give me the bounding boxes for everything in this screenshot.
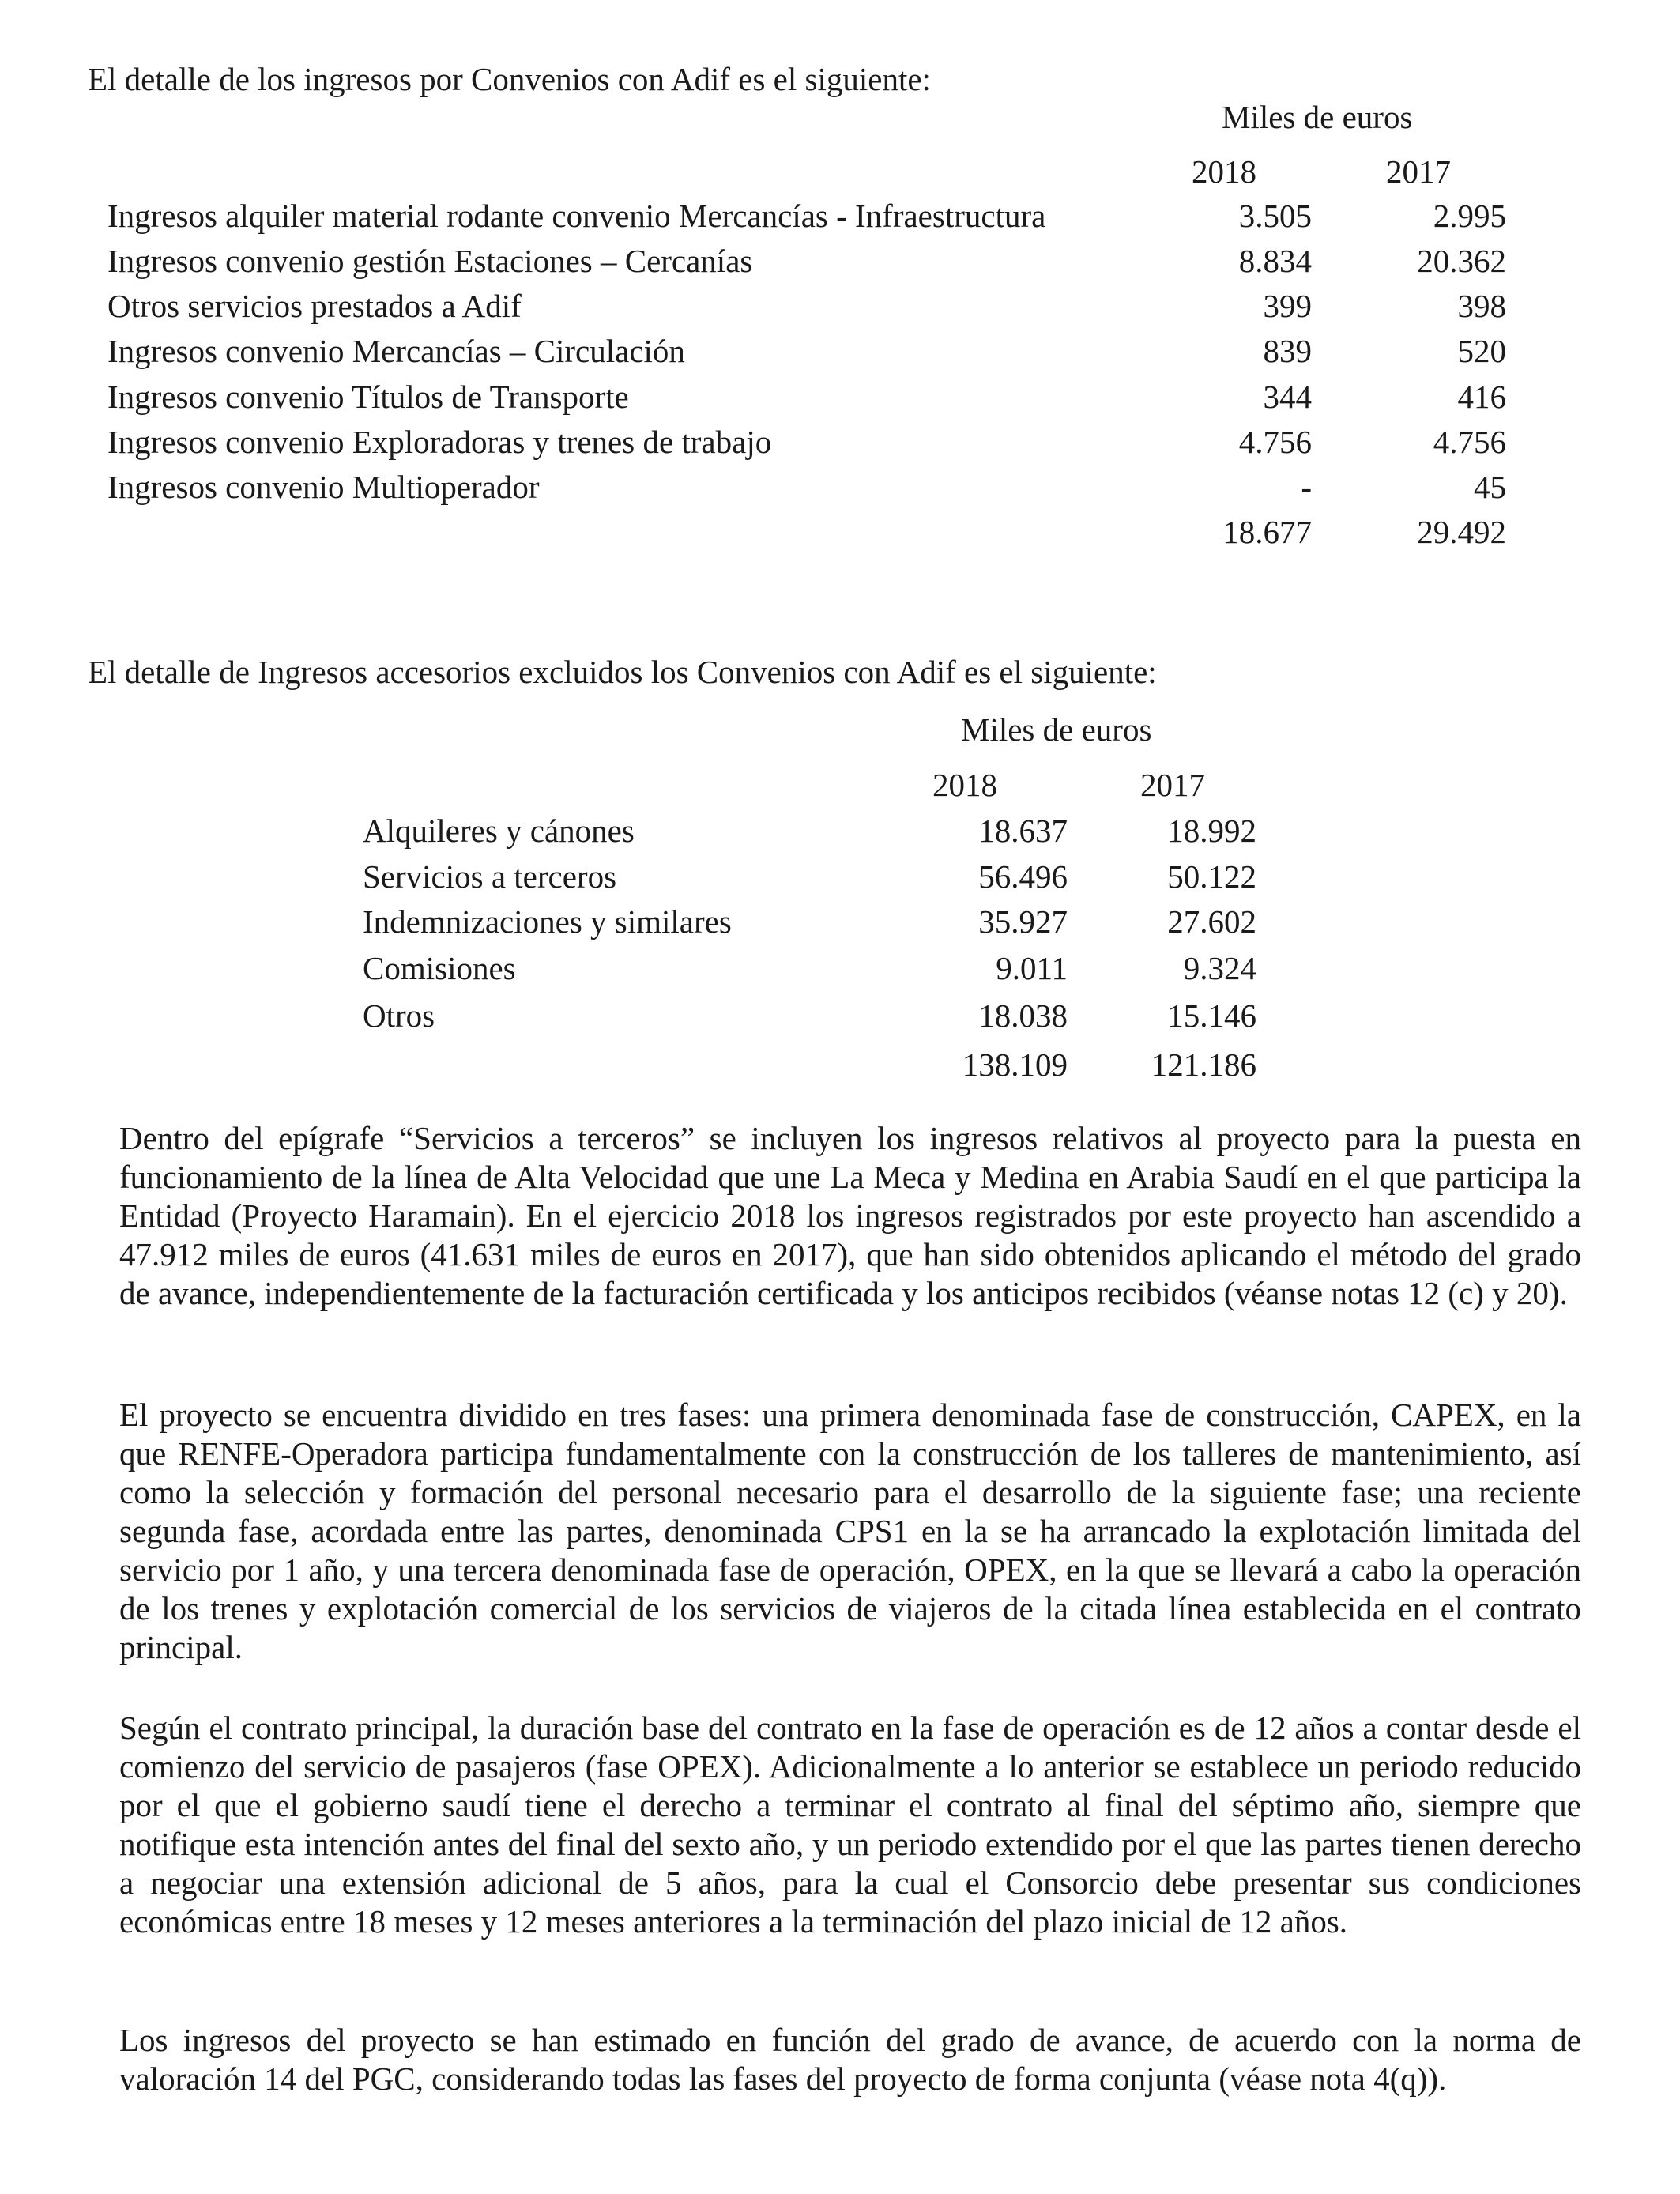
value-2018: 56.496 xyxy=(978,858,1068,895)
row-label: Ingresos alquiler material rodante convenio Mercancías - Infraestructura xyxy=(107,198,1046,234)
row-label: Servicios a terceros xyxy=(363,858,617,895)
row-label: Ingresos convenio Multioperador xyxy=(107,469,540,505)
value-2018: 8.834 xyxy=(1238,243,1312,279)
value-2018: - xyxy=(1301,469,1312,505)
value-2018: 4.756 xyxy=(1238,424,1312,460)
value-2018: 9.011 xyxy=(996,950,1068,986)
row-label: Alquileres y cánones xyxy=(363,812,635,849)
total-2017: 121.186 xyxy=(1151,1046,1256,1083)
table1-unit-header: Miles de euros xyxy=(1222,99,1413,135)
value-2018: 839 xyxy=(1263,333,1312,369)
value-2017: 398 xyxy=(1457,288,1506,324)
value-2017: 50.122 xyxy=(1167,858,1256,895)
table1-year-2017: 2017 xyxy=(1386,153,1451,190)
paragraph-haramain: Dentro del epígrafe “Servicios a terceros” se incluyen los ingresos relativos al proyecto para la puesta en funcionamiento de la línea de Alta Velocidad que une La Meca y Medina en Arabia Saudí en el que participa la Entidad (Proyecto Haramain). En el ejercicio 2018 los ingresos registrados por este proyecto han ascendido a 47.912 miles de euros (41.631 miles de euros en 2017), que han sido obtenidos aplicando el método del grado de avance, independientemente de la facturación certificada y los anticipos recibidos (véanse notas 12 (c) y 20). xyxy=(119,1120,1581,1311)
table2-year-2018: 2018 xyxy=(932,767,997,803)
paragraph-contract-duration: Según el contrato principal, la duración base del contrato en la fase de operación es de 12 años a contar desde el comienzo del servicio de pasajeros (fase OPEX). Adicionalmente a lo anterior se establece un periodo reducido por el que el gobierno saudí tiene el derecho a terminar el contrato al final del séptimo año, siempre que notifique esta intención antes del final del sexto año, y un periodo extendido por el que las partes tienen derecho a negociar una extensión adicional de 5 años, para la cual el Consorcio debe presentar sus condiciones económicas entre 18 meses y 12 meses anteriores a la terminación del plazo inicial de 12 años. xyxy=(119,1710,1581,1940)
table2-intro: El detalle de Ingresos accesorios excluidos los Convenios con Adif es el siguiente: xyxy=(88,654,1157,690)
value-2017: 45 xyxy=(1474,469,1506,505)
total-2017: 29.492 xyxy=(1417,514,1506,550)
value-2017: 520 xyxy=(1457,333,1506,369)
value-2017: 18.992 xyxy=(1167,812,1256,849)
value-2017: 9.324 xyxy=(1183,950,1256,986)
row-label: Ingresos convenio Exploradoras y trenes de trabajo xyxy=(107,424,772,460)
paragraph-revenue-estimation: Los ingresos del proyecto se han estimado en función del grado de avance, de acuerdo con la norma de valoración 14 del PGC, considerando todas las fases del proyecto de forma conjunta (véase nota 4(q)). xyxy=(119,2022,1581,2097)
table1-year-2018: 2018 xyxy=(1192,153,1256,190)
table2-unit-header: Miles de euros xyxy=(961,711,1152,748)
value-2017: 4.756 xyxy=(1433,424,1506,460)
value-2017: 27.602 xyxy=(1167,903,1256,940)
value-2018: 3.505 xyxy=(1238,198,1312,234)
value-2017: 416 xyxy=(1457,379,1506,415)
total-2018: 138.109 xyxy=(962,1046,1068,1083)
row-label: Comisiones xyxy=(363,950,516,986)
row-label: Ingresos convenio gestión Estaciones – Cercanías xyxy=(107,243,753,279)
row-label: Ingresos convenio Títulos de Transporte xyxy=(107,379,629,415)
value-2018: 344 xyxy=(1263,379,1312,415)
value-2017: 2.995 xyxy=(1433,198,1506,234)
value-2017: 20.362 xyxy=(1417,243,1506,279)
total-2018: 18.677 xyxy=(1222,514,1312,550)
table1-intro: El detalle de los ingresos por Convenios con Adif es el siguiente: xyxy=(88,61,931,97)
value-2018: 18.038 xyxy=(978,997,1068,1034)
value-2018: 399 xyxy=(1263,288,1312,324)
table2-year-2017: 2017 xyxy=(1140,767,1205,803)
row-label: Otros xyxy=(363,997,435,1034)
value-2017: 15.146 xyxy=(1167,997,1256,1034)
value-2018: 35.927 xyxy=(978,903,1068,940)
row-label: Indemnizaciones y similares xyxy=(363,903,732,940)
value-2018: 18.637 xyxy=(978,812,1068,849)
paragraph-phases: El proyecto se encuentra dividido en tres fases: una primera denominada fase de construcción, CAPEX, en la que RENFE-Operadora participa fundamentalmente con la construcción de los talleres de mantenimiento, así como la selección y formación del personal necesario para el desarrollo de la siguiente fase; una reciente segunda fase, acordada entre las partes, denominada CPS1 en la se ha arrancado la explotación limitada del servicio por 1 año, y una tercera denominada fase de operación, OPEX, en la que se llevará a cabo la operación de los trenes y explotación comercial de los servicios de viajeros de la citada línea establecida en el contrato principal. xyxy=(119,1397,1581,1665)
row-label: Ingresos convenio Mercancías – Circulación xyxy=(107,333,685,369)
row-label: Otros servicios prestados a Adif xyxy=(107,288,522,324)
